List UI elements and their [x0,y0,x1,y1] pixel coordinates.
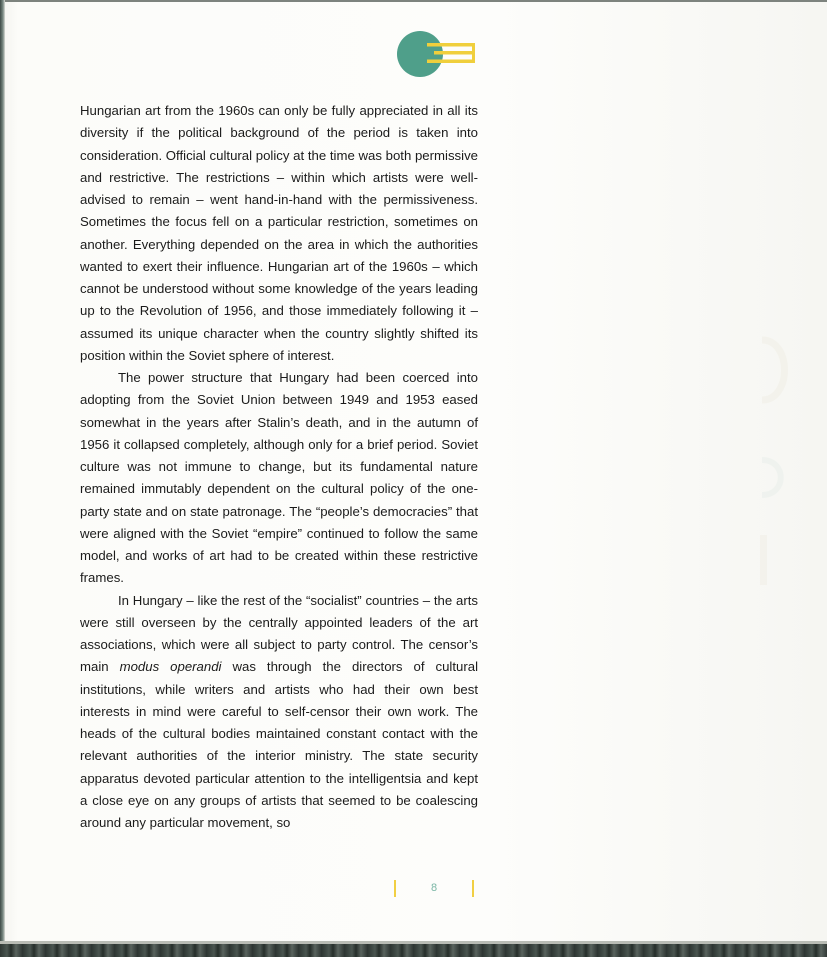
paragraph [80,590,478,835]
page-top-edge [0,0,827,2]
paragraph-text: was through the directors of cultural institutions, while writers and artists who had their own best interests in mind were careful to self-censor their own work. The heads of the cultural bodies maintained constant contact with the relevant authorities of the interior ministry. The state security apparatus devoted particular attention to the intelligentsia and kept a close eye on any groups of artists that seemed to be coalescing around any particular movement, so [80,659,479,830]
paragraph-text: Hungarian art from the 1960s can only be fully appreciated in all its diversity if the political background of the period is taken into consideration. Official cultural policy at the time was both permissive and restrictive. The restrictions – within which artists were well-advised to remain – went hand-in-hand with the permissiveness. Sometimes the focus fell on a particular restriction, sometimes on another. Everything depended on the area in which the authorities wanted to exert their influence. Hungarian art of the 1960s – which cannot be understood without some knowledge of the years leading up to the Revolution of 1956, and those immediately following it – assumed its unique character when the country slightly shifted its position within the Soviet sphere of interest. [80,103,478,363]
circle-and-stripes-logo-icon [396,30,478,78]
paragraph [80,100,478,367]
paragraph [80,367,478,590]
body-text [80,100,478,834]
footer-right-bar [472,880,474,897]
emphasized-phrase: modus operandi [119,659,222,675]
show-through-bleed [752,330,802,590]
page-number: 8 [430,882,438,894]
book-bottom-edge [0,941,827,957]
footer-left-bar [394,880,396,897]
paragraph-text: The power structure that Hungary had been coerced into adopting from the Soviet Union between 1949 and 1953 eased somewhat in the years after Stalin’s death, and in the autumn of 1956 it collapsed completely, although only for a brief period. Soviet culture was not immune to change, but its fundamental nature remained immutably dependent on the cultural policy of the one-party state and on state patronage. The “people’s democracies” that were aligned with the Soviet “empire” continued to follow the same model, and works of art had to be created within these restrictive frames. [80,370,478,586]
book-binding-edge [0,0,5,945]
paragraph-text: In Hungary – like the rest of the “socialist” countries – the arts were still overseen by the centrally appointed leaders of the art associations, which were all subject to party control. The censor’s main [80,592,478,675]
page-footer [393,879,477,899]
